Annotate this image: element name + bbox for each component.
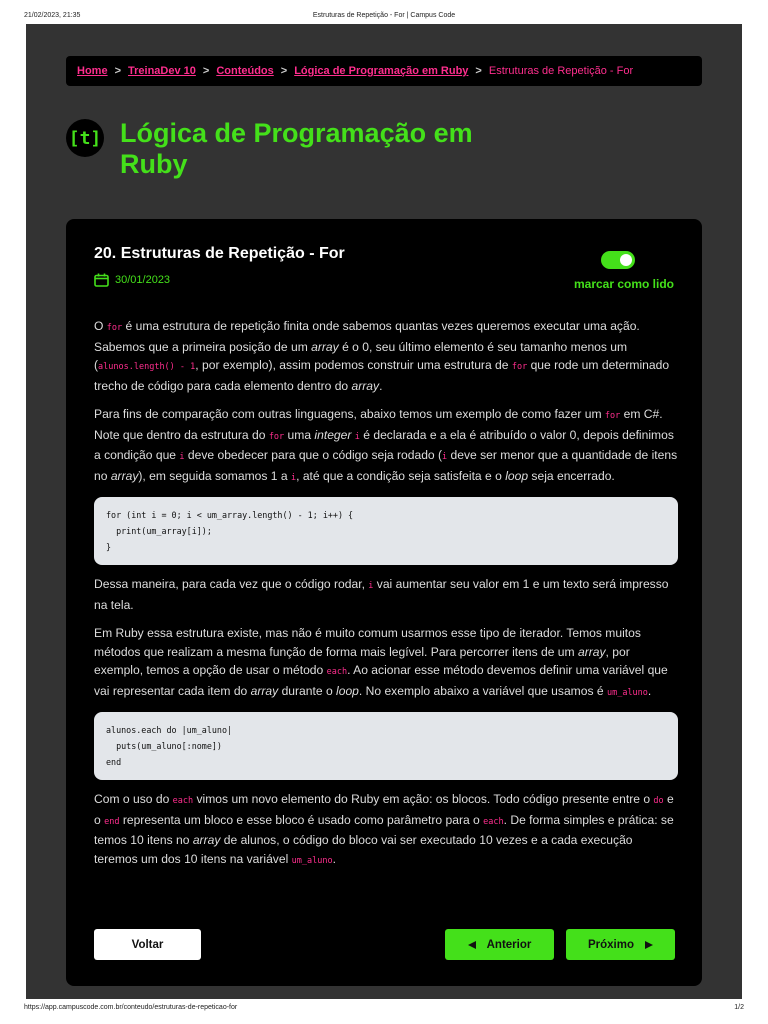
page-background: [26, 24, 742, 999]
print-page-number: 1/2: [734, 1004, 744, 1011]
paragraph-3: Dessa maneira, para cada vez que o código rodar, i vai aumentar seu valor em 1 e um texto será impresso na tela.: [94, 577, 669, 612]
code-block-csharp: for (int i = 0; i < um_array.length() - 1; i++) { print(um_array[i]); }: [94, 497, 678, 565]
breadcrumb-separator: >: [114, 65, 121, 77]
lesson-date-row: [94, 273, 170, 287]
breadcrumb-separator: >: [202, 65, 210, 77]
print-timestamp: 21/02/2023, 21:35: [24, 12, 81, 19]
print-page-title: Estruturas de Repetição - For | Campus Code: [312, 12, 456, 19]
inline-code: alunos.length() - 1: [98, 362, 196, 372]
breadcrumb-current: Estruturas de Repetição - For: [488, 65, 634, 77]
back-button-label: Voltar: [131, 938, 164, 951]
paragraph-5: Com o uso do each vimos um novo elemento do Ruby em ação: os blocos. Todo código presente entre o do e o end representa um bloco e esse bloco é usado como parâmetro para o each. De forma simples e prática: se temos 10 itens no array de alunos, o código do bloco vai ser executado 10 vezes e a cada execução teremos um dos 10 itens na variável um_aluno.: [94, 792, 674, 866]
breadcrumb-separator: >: [280, 65, 288, 77]
mark-read-toggle[interactable]: [601, 251, 635, 269]
next-lesson-button[interactable]: [566, 929, 675, 960]
previous-button-label: Anterior: [486, 938, 532, 951]
inline-code: um_aluno: [291, 855, 333, 866]
breadcrumb: [66, 56, 702, 86]
toggle-knob: [620, 254, 632, 266]
inline-code: each: [483, 816, 504, 827]
course-title: Lógica de Programação em Ruby: [120, 118, 473, 179]
inline-code: i: [290, 472, 297, 483]
paragraph-1: O for é uma estrutura de repetição finita onde sabemos quantas vezes queremos executar uma ação. Sabemos que a primeira posição de um array é o 0, seu último elemento é seu tamanho menos um (alunos.length() - 1, por exemplo), assim podemos construir uma estrutura de for que rode um determinado trecho de código para cada elemento dentro do array.: [94, 319, 670, 393]
inline-code: i: [354, 431, 360, 442]
print-url: https://app.campuscode.com.br/conteudo/estruturas-de-repeticao-for: [24, 1004, 238, 1011]
calendar-icon: [94, 273, 109, 287]
lesson-title: 20. Estruturas de Repetição - For: [94, 245, 345, 262]
breadcrumb-treinadev[interactable]: TreinaDev 10: [128, 65, 196, 77]
next-button-label: Próximo: [587, 938, 634, 951]
inline-code: each: [172, 796, 194, 806]
inline-code: for: [106, 323, 123, 333]
inline-code: i: [368, 581, 374, 591]
lesson-content: [94, 317, 678, 880]
inline-code: for: [604, 411, 621, 421]
lesson-date: 30/01/2023: [115, 274, 171, 286]
code-block-ruby: alunos.each do |um_aluno| puts(um_aluno[:nome]) end: [94, 712, 678, 780]
inline-code: each: [326, 667, 348, 677]
breadcrumb-course[interactable]: Lógica de Programação em Ruby: [294, 65, 469, 77]
breadcrumb-conteudos[interactable]: Conteúdos: [216, 65, 274, 77]
inline-code: i: [442, 452, 448, 462]
mark-read-label: marcar como lido: [573, 277, 674, 291]
lesson-card: [66, 219, 702, 986]
triangle-left-icon: [468, 941, 476, 949]
print-header: [0, 0, 768, 24]
course-logo: [t]: [66, 119, 104, 157]
previous-lesson-button[interactable]: [445, 929, 554, 960]
inline-code: for: [511, 362, 528, 372]
triangle-right-icon: [645, 941, 653, 949]
breadcrumb-home[interactable]: Home: [77, 65, 108, 77]
inline-code: i: [179, 452, 185, 462]
inline-code: um_aluno: [606, 687, 648, 698]
breadcrumb-separator: >: [475, 65, 482, 77]
inline-code: for: [268, 431, 285, 442]
inline-code: do: [653, 796, 664, 806]
print-footer: [0, 1000, 768, 1024]
back-button[interactable]: [94, 929, 201, 960]
course-hero: [66, 118, 480, 180]
paragraph-2: Para fins de comparação com outras linguagens, abaixo temos um exemplo de como fazer um for em C#. Note que dentro da estrutura do for uma integer i é declarada e a ela é atribuído o valor 0, depois definimos a condição que i deve obedecer para que o código seja rodado (i deve ser menor que a quantidade de itens no array), em seguida somamos 1 a i, até que a condição seja satisfeita e o loop seja encerrado.: [94, 407, 678, 483]
inline-code: end: [104, 816, 120, 827]
paragraph-4: Em Ruby essa estrutura existe, mas não é muito comum usarmos esse tipo de iterador. Temos muitos métodos que realizam a mesma função de forma mais legível. Para percorrer itens de um array, por exemplo, temos a opção de usar o método each. Ao acionar esse método devemos definir uma variável que vai representar cada item do array durante o loop. No exemplo abaixo a variável que usamos é um_aluno.: [94, 626, 668, 698]
